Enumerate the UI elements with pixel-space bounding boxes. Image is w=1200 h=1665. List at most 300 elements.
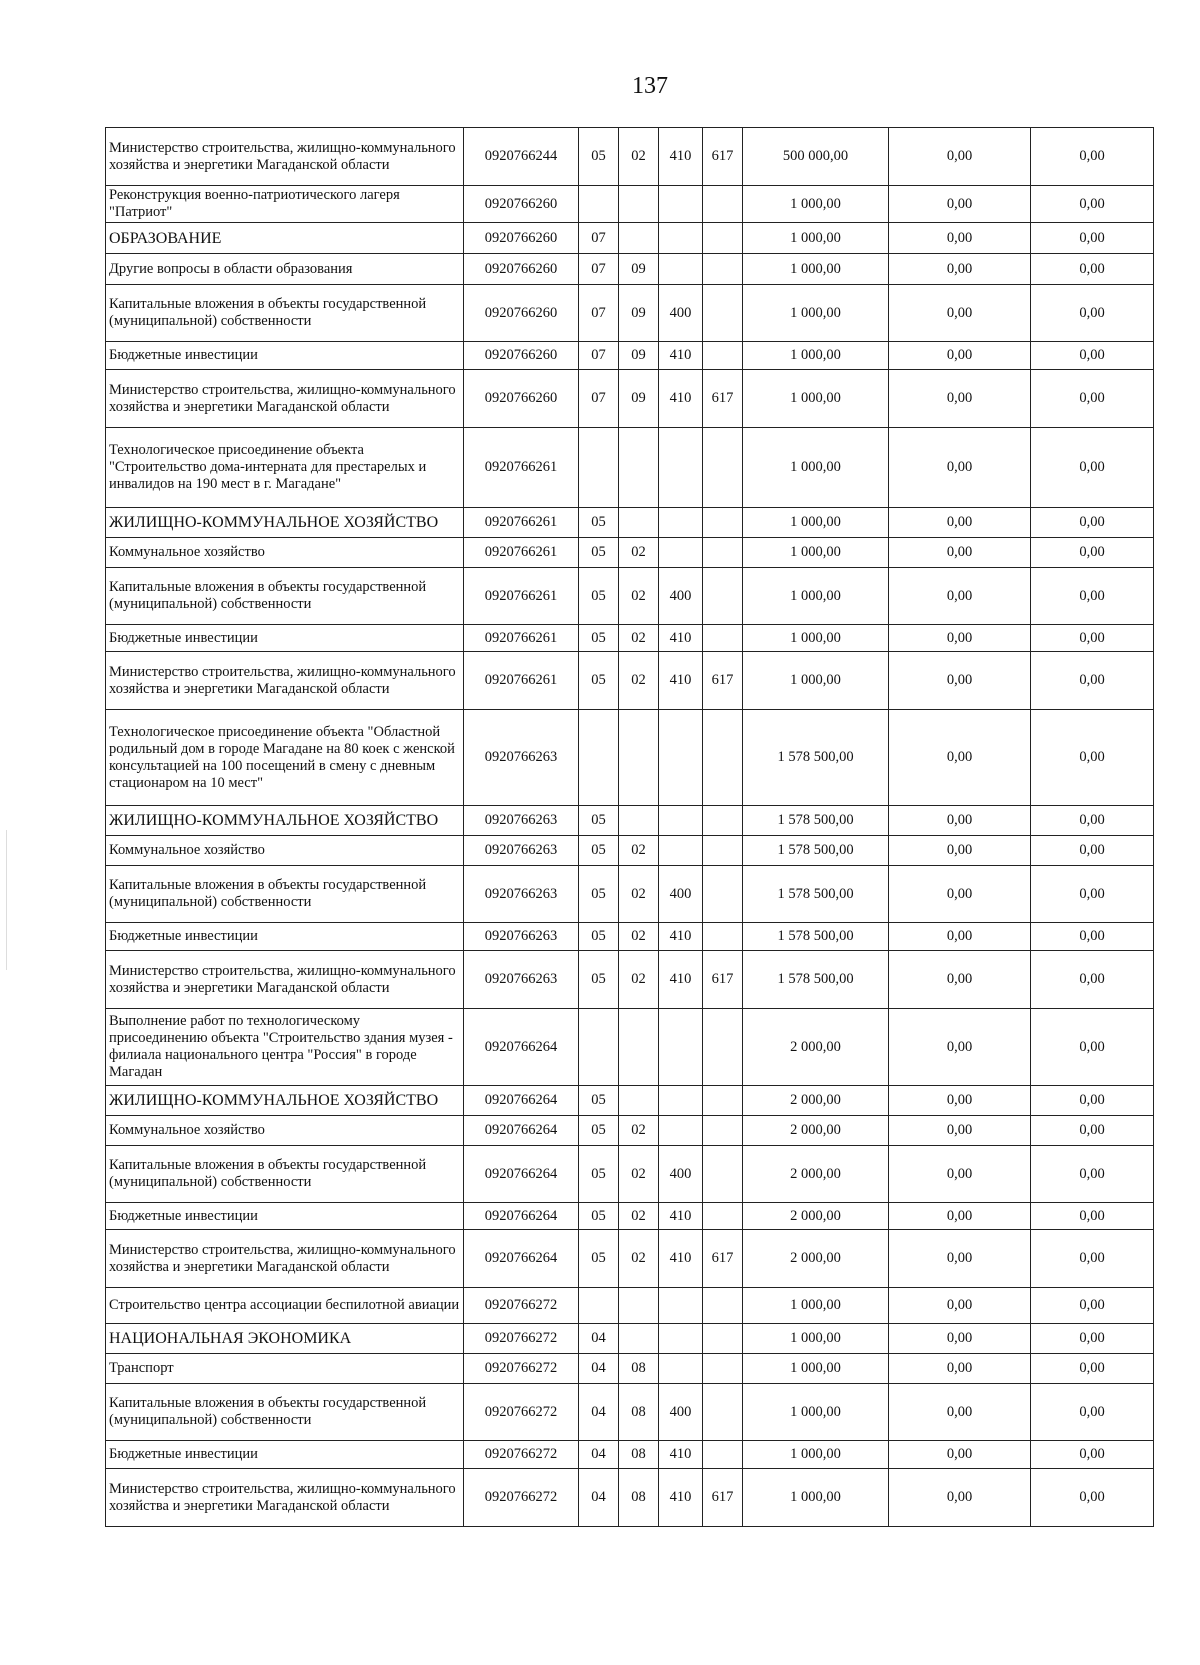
cell-amount-3: 0,00 [1031, 710, 1154, 806]
cell-name: Министерство строительства, жилищно-коммунального хозяйства и энергетики Магаданской области [106, 652, 464, 710]
cell-name: Бюджетные инвестиции [106, 1441, 464, 1469]
cell-amount-3: 0,00 [1031, 625, 1154, 652]
cell-section: 04 [579, 1469, 619, 1527]
cell-amount-2: 0,00 [889, 285, 1031, 342]
cell-target-code: 0920766272 [464, 1324, 579, 1354]
cell-subsection: 02 [619, 866, 659, 923]
cell-administrator [703, 428, 743, 508]
cell-amount-2: 0,00 [889, 370, 1031, 428]
cell-target-code: 0920766260 [464, 342, 579, 370]
cell-amount-1: 2 000,00 [743, 1146, 889, 1203]
cell-subsection: 08 [619, 1469, 659, 1527]
cell-amount-2: 0,00 [889, 1324, 1031, 1354]
cell-subsection: 02 [619, 652, 659, 710]
cell-target-code: 0920766261 [464, 428, 579, 508]
cell-amount-3: 0,00 [1031, 128, 1154, 186]
cell-expense-type: 410 [659, 342, 703, 370]
cell-administrator [703, 1441, 743, 1469]
cell-amount-1: 1 000,00 [743, 1324, 889, 1354]
cell-administrator: 617 [703, 128, 743, 186]
cell-amount-3: 0,00 [1031, 1384, 1154, 1441]
cell-subsection: 02 [619, 625, 659, 652]
cell-section: 07 [579, 254, 619, 285]
table-row [106, 1469, 1154, 1527]
cell-amount-1: 1 000,00 [743, 285, 889, 342]
cell-amount-1: 1 578 500,00 [743, 806, 889, 836]
cell-section [579, 1288, 619, 1324]
cell-amount-3: 0,00 [1031, 923, 1154, 951]
cell-name: Бюджетные инвестиции [106, 1203, 464, 1230]
cell-subsection: 09 [619, 254, 659, 285]
cell-section: 05 [579, 538, 619, 568]
cell-subsection: 02 [619, 836, 659, 866]
cell-subsection [619, 1086, 659, 1116]
table-row [106, 652, 1154, 710]
cell-amount-1: 2 000,00 [743, 1116, 889, 1146]
cell-name: ЖИЛИЩНО-КОММУНАЛЬНОЕ ХОЗЯЙСТВО [106, 508, 464, 538]
cell-target-code: 0920766264 [464, 1086, 579, 1116]
cell-amount-3: 0,00 [1031, 1203, 1154, 1230]
table-row [106, 428, 1154, 508]
cell-amount-2: 0,00 [889, 710, 1031, 806]
cell-amount-1: 1 000,00 [743, 1469, 889, 1527]
cell-subsection [619, 710, 659, 806]
cell-amount-2: 0,00 [889, 568, 1031, 625]
cell-target-code: 0920766261 [464, 625, 579, 652]
cell-administrator [703, 342, 743, 370]
cell-target-code: 0920766264 [464, 1009, 579, 1086]
cell-name: Министерство строительства, жилищно-коммунального хозяйства и энергетики Магаданской области [106, 128, 464, 186]
table-body [106, 128, 1154, 1527]
cell-administrator [703, 1354, 743, 1384]
cell-name: Бюджетные инвестиции [106, 923, 464, 951]
cell-section: 05 [579, 951, 619, 1009]
cell-administrator [703, 568, 743, 625]
cell-target-code: 0920766272 [464, 1384, 579, 1441]
cell-expense-type: 410 [659, 1203, 703, 1230]
table-row [106, 342, 1154, 370]
cell-expense-type [659, 538, 703, 568]
table-row [106, 1324, 1154, 1354]
budget-table [105, 127, 1154, 1527]
table-row [106, 625, 1154, 652]
cell-subsection: 02 [619, 1230, 659, 1288]
cell-amount-2: 0,00 [889, 342, 1031, 370]
cell-amount-3: 0,00 [1031, 1354, 1154, 1384]
cell-section: 07 [579, 223, 619, 254]
cell-subsection [619, 1288, 659, 1324]
cell-target-code: 0920766263 [464, 806, 579, 836]
cell-section: 07 [579, 342, 619, 370]
cell-section: 04 [579, 1354, 619, 1384]
cell-expense-type: 410 [659, 652, 703, 710]
table-row [106, 951, 1154, 1009]
cell-subsection: 08 [619, 1354, 659, 1384]
cell-expense-type: 410 [659, 923, 703, 951]
cell-amount-1: 1 000,00 [743, 625, 889, 652]
cell-administrator [703, 836, 743, 866]
cell-amount-1: 1 000,00 [743, 370, 889, 428]
cell-administrator [703, 1116, 743, 1146]
cell-section: 05 [579, 128, 619, 186]
cell-subsection [619, 428, 659, 508]
cell-expense-type: 410 [659, 1441, 703, 1469]
cell-subsection: 08 [619, 1441, 659, 1469]
cell-target-code: 0920766260 [464, 370, 579, 428]
cell-section: 05 [579, 508, 619, 538]
cell-expense-type [659, 186, 703, 223]
cell-administrator [703, 223, 743, 254]
cell-amount-1: 1 000,00 [743, 1354, 889, 1384]
cell-administrator: 617 [703, 1469, 743, 1527]
cell-name: Коммунальное хозяйство [106, 538, 464, 568]
cell-name: ОБРАЗОВАНИЕ [106, 223, 464, 254]
cell-target-code: 0920766264 [464, 1203, 579, 1230]
cell-expense-type [659, 254, 703, 285]
cell-section [579, 710, 619, 806]
cell-amount-1: 1 578 500,00 [743, 951, 889, 1009]
table-row [106, 370, 1154, 428]
cell-amount-2: 0,00 [889, 652, 1031, 710]
cell-section: 05 [579, 923, 619, 951]
cell-expense-type: 400 [659, 1384, 703, 1441]
cell-administrator [703, 1384, 743, 1441]
cell-target-code: 0920766263 [464, 710, 579, 806]
cell-target-code: 0920766263 [464, 951, 579, 1009]
cell-administrator [703, 254, 743, 285]
table-row [106, 806, 1154, 836]
cell-expense-type: 400 [659, 568, 703, 625]
cell-expense-type: 410 [659, 625, 703, 652]
cell-expense-type: 410 [659, 1230, 703, 1288]
cell-expense-type [659, 836, 703, 866]
page-number: 137 [632, 73, 668, 99]
cell-target-code: 0920766272 [464, 1354, 579, 1384]
cell-section: 04 [579, 1384, 619, 1441]
cell-subsection: 02 [619, 1116, 659, 1146]
cell-amount-3: 0,00 [1031, 652, 1154, 710]
cell-amount-3: 0,00 [1031, 285, 1154, 342]
cell-section: 05 [579, 1146, 619, 1203]
cell-section: 05 [579, 652, 619, 710]
table-row [106, 285, 1154, 342]
table-row [106, 128, 1154, 186]
cell-expense-type: 410 [659, 128, 703, 186]
cell-amount-3: 0,00 [1031, 538, 1154, 568]
cell-subsection: 02 [619, 923, 659, 951]
cell-name: Министерство строительства, жилищно-коммунального хозяйства и энергетики Магаданской области [106, 951, 464, 1009]
cell-name: Другие вопросы в области образования [106, 254, 464, 285]
cell-amount-3: 0,00 [1031, 342, 1154, 370]
cell-administrator [703, 508, 743, 538]
cell-administrator: 617 [703, 1230, 743, 1288]
cell-section: 07 [579, 285, 619, 342]
table-row [106, 1086, 1154, 1116]
cell-amount-2: 0,00 [889, 1469, 1031, 1527]
cell-amount-1: 1 000,00 [743, 538, 889, 568]
cell-name: Выполнение работ по технологическому присоединению объекта "Строительство здания музея - филиала национального центра "Россия" в городе Магадан [106, 1009, 464, 1086]
cell-amount-2: 0,00 [889, 1230, 1031, 1288]
cell-subsection: 02 [619, 128, 659, 186]
cell-expense-type: 400 [659, 1146, 703, 1203]
cell-expense-type [659, 223, 703, 254]
scan-margin-mark [6, 830, 7, 970]
cell-amount-1: 1 000,00 [743, 1441, 889, 1469]
cell-amount-2: 0,00 [889, 1009, 1031, 1086]
cell-administrator: 617 [703, 951, 743, 1009]
cell-amount-2: 0,00 [889, 508, 1031, 538]
cell-section: 04 [579, 1441, 619, 1469]
table-row [106, 1203, 1154, 1230]
cell-amount-3: 0,00 [1031, 508, 1154, 538]
cell-amount-3: 0,00 [1031, 254, 1154, 285]
cell-target-code: 0920766261 [464, 508, 579, 538]
cell-amount-3: 0,00 [1031, 1086, 1154, 1116]
table-row [106, 508, 1154, 538]
cell-administrator: 617 [703, 370, 743, 428]
cell-amount-1: 2 000,00 [743, 1203, 889, 1230]
cell-amount-2: 0,00 [889, 223, 1031, 254]
cell-amount-1: 1 578 500,00 [743, 866, 889, 923]
table-row [106, 223, 1154, 254]
cell-amount-3: 0,00 [1031, 1116, 1154, 1146]
cell-target-code: 0920766244 [464, 128, 579, 186]
cell-subsection [619, 1009, 659, 1086]
cell-target-code: 0920766261 [464, 538, 579, 568]
cell-amount-1: 1 000,00 [743, 254, 889, 285]
cell-amount-3: 0,00 [1031, 1469, 1154, 1527]
cell-amount-2: 0,00 [889, 1116, 1031, 1146]
table-row [106, 186, 1154, 223]
cell-amount-2: 0,00 [889, 254, 1031, 285]
cell-amount-1: 1 000,00 [743, 186, 889, 223]
cell-name: Реконструкция военно-патриотического лагеря "Патриот" [106, 186, 464, 223]
cell-amount-2: 0,00 [889, 1146, 1031, 1203]
cell-amount-1: 1 000,00 [743, 223, 889, 254]
cell-amount-2: 0,00 [889, 128, 1031, 186]
cell-administrator [703, 866, 743, 923]
cell-expense-type: 410 [659, 370, 703, 428]
cell-section: 05 [579, 568, 619, 625]
cell-target-code: 0920766264 [464, 1146, 579, 1203]
cell-amount-3: 0,00 [1031, 568, 1154, 625]
table-row [106, 923, 1154, 951]
cell-amount-1: 1 000,00 [743, 508, 889, 538]
cell-amount-2: 0,00 [889, 1354, 1031, 1384]
cell-amount-2: 0,00 [889, 1384, 1031, 1441]
cell-name: Коммунальное хозяйство [106, 1116, 464, 1146]
cell-name: Бюджетные инвестиции [106, 342, 464, 370]
cell-section: 05 [579, 1203, 619, 1230]
cell-target-code: 0920766260 [464, 223, 579, 254]
cell-amount-1: 1 578 500,00 [743, 710, 889, 806]
cell-amount-1: 2 000,00 [743, 1230, 889, 1288]
cell-expense-type: 400 [659, 285, 703, 342]
cell-administrator [703, 1009, 743, 1086]
cell-amount-2: 0,00 [889, 538, 1031, 568]
cell-name: Капитальные вложения в объекты государственной (муниципальной) собственности [106, 866, 464, 923]
cell-section: 05 [579, 625, 619, 652]
cell-amount-1: 1 000,00 [743, 1384, 889, 1441]
cell-subsection: 09 [619, 370, 659, 428]
table-row [106, 1354, 1154, 1384]
cell-expense-type [659, 1288, 703, 1324]
cell-amount-3: 0,00 [1031, 1146, 1154, 1203]
cell-administrator: 617 [703, 652, 743, 710]
cell-target-code: 0920766261 [464, 568, 579, 625]
table-row [106, 836, 1154, 866]
cell-subsection: 02 [619, 538, 659, 568]
cell-amount-3: 0,00 [1031, 866, 1154, 923]
cell-name: Технологическое присоединение объекта "Строительство дома-интерната для престарелых и инвалидов на 190 мест в г. Магадане" [106, 428, 464, 508]
cell-section: 05 [579, 1116, 619, 1146]
cell-expense-type [659, 1324, 703, 1354]
cell-name: Капитальные вложения в объекты государственной (муниципальной) собственности [106, 1146, 464, 1203]
cell-subsection: 02 [619, 951, 659, 1009]
cell-name: ЖИЛИЩНО-КОММУНАЛЬНОЕ ХОЗЯЙСТВО [106, 1086, 464, 1116]
cell-name: Капитальные вложения в объекты государственной (муниципальной) собственности [106, 568, 464, 625]
cell-amount-2: 0,00 [889, 1086, 1031, 1116]
cell-target-code: 0920766263 [464, 836, 579, 866]
cell-amount-1: 1 000,00 [743, 342, 889, 370]
table-row [106, 538, 1154, 568]
cell-amount-2: 0,00 [889, 625, 1031, 652]
cell-expense-type [659, 428, 703, 508]
cell-amount-2: 0,00 [889, 186, 1031, 223]
cell-target-code: 0920766260 [464, 254, 579, 285]
cell-amount-3: 0,00 [1031, 370, 1154, 428]
cell-name: ЖИЛИЩНО-КОММУНАЛЬНОЕ ХОЗЯЙСТВО [106, 806, 464, 836]
cell-amount-1: 500 000,00 [743, 128, 889, 186]
cell-section: 04 [579, 1324, 619, 1354]
cell-name: Технологическое присоединение объекта "Областной родильный дом в городе Магадане на 80 коек с женской консультацией на 100 посещений в смену с дневным стационаром на 10 мест" [106, 710, 464, 806]
cell-name: Транспорт [106, 1354, 464, 1384]
cell-administrator [703, 285, 743, 342]
cell-subsection: 02 [619, 1146, 659, 1203]
cell-name: Строительство центра ассоциации беспилотной авиации [106, 1288, 464, 1324]
cell-expense-type [659, 1354, 703, 1384]
cell-name: НАЦИОНАЛЬНАЯ ЭКОНОМИКА [106, 1324, 464, 1354]
table-row [106, 1116, 1154, 1146]
cell-amount-3: 0,00 [1031, 1288, 1154, 1324]
cell-amount-3: 0,00 [1031, 428, 1154, 508]
cell-subsection: 08 [619, 1384, 659, 1441]
cell-amount-2: 0,00 [889, 1441, 1031, 1469]
cell-section: 05 [579, 836, 619, 866]
cell-subsection: 09 [619, 342, 659, 370]
table-row [106, 1146, 1154, 1203]
cell-administrator [703, 625, 743, 652]
cell-section [579, 428, 619, 508]
cell-administrator [703, 710, 743, 806]
table-row [106, 866, 1154, 923]
cell-administrator [703, 1288, 743, 1324]
cell-administrator [703, 1324, 743, 1354]
cell-subsection: 02 [619, 1203, 659, 1230]
cell-amount-3: 0,00 [1031, 1324, 1154, 1354]
cell-amount-3: 0,00 [1031, 1230, 1154, 1288]
table-row [106, 1288, 1154, 1324]
cell-expense-type: 400 [659, 866, 703, 923]
cell-amount-2: 0,00 [889, 428, 1031, 508]
cell-expense-type: 410 [659, 1469, 703, 1527]
cell-amount-3: 0,00 [1031, 223, 1154, 254]
cell-amount-1: 1 000,00 [743, 1288, 889, 1324]
cell-amount-2: 0,00 [889, 951, 1031, 1009]
cell-amount-2: 0,00 [889, 866, 1031, 923]
table-row [106, 254, 1154, 285]
table-row [106, 1441, 1154, 1469]
cell-section: 05 [579, 866, 619, 923]
cell-amount-1: 2 000,00 [743, 1009, 889, 1086]
cell-section [579, 186, 619, 223]
cell-amount-2: 0,00 [889, 1288, 1031, 1324]
cell-expense-type [659, 1116, 703, 1146]
cell-expense-type [659, 806, 703, 836]
cell-administrator [703, 186, 743, 223]
cell-amount-2: 0,00 [889, 836, 1031, 866]
cell-amount-3: 0,00 [1031, 836, 1154, 866]
cell-name: Министерство строительства, жилищно-коммунального хозяйства и энергетики Магаданской области [106, 370, 464, 428]
cell-subsection [619, 186, 659, 223]
cell-target-code: 0920766272 [464, 1469, 579, 1527]
cell-administrator [703, 1146, 743, 1203]
cell-amount-3: 0,00 [1031, 806, 1154, 836]
table-row [106, 1384, 1154, 1441]
table-row [106, 710, 1154, 806]
cell-name: Министерство строительства, жилищно-коммунального хозяйства и энергетики Магаданской области [106, 1469, 464, 1527]
cell-expense-type [659, 1086, 703, 1116]
cell-subsection: 09 [619, 285, 659, 342]
cell-amount-3: 0,00 [1031, 1441, 1154, 1469]
cell-amount-2: 0,00 [889, 1203, 1031, 1230]
cell-amount-3: 0,00 [1031, 1009, 1154, 1086]
cell-name: Капитальные вложения в объекты государственной (муниципальной) собственности [106, 285, 464, 342]
cell-section: 05 [579, 1086, 619, 1116]
cell-name: Министерство строительства, жилищно-коммунального хозяйства и энергетики Магаданской области [106, 1230, 464, 1288]
cell-section [579, 1009, 619, 1086]
cell-amount-2: 0,00 [889, 806, 1031, 836]
cell-subsection [619, 223, 659, 254]
cell-administrator [703, 806, 743, 836]
table-row [106, 1009, 1154, 1086]
cell-target-code: 0920766263 [464, 866, 579, 923]
cell-amount-1: 1 578 500,00 [743, 836, 889, 866]
cell-subsection [619, 1324, 659, 1354]
cell-target-code: 0920766261 [464, 652, 579, 710]
cell-section: 05 [579, 1230, 619, 1288]
cell-amount-3: 0,00 [1031, 186, 1154, 223]
cell-target-code: 0920766260 [464, 186, 579, 223]
cell-expense-type [659, 508, 703, 538]
cell-administrator [703, 923, 743, 951]
cell-amount-1: 1 000,00 [743, 568, 889, 625]
table-row [106, 568, 1154, 625]
cell-subsection: 02 [619, 568, 659, 625]
table-row [106, 1230, 1154, 1288]
cell-subsection [619, 806, 659, 836]
cell-target-code: 0920766272 [464, 1288, 579, 1324]
cell-section: 05 [579, 806, 619, 836]
cell-amount-1: 1 578 500,00 [743, 923, 889, 951]
cell-expense-type [659, 1009, 703, 1086]
cell-administrator [703, 1203, 743, 1230]
cell-subsection [619, 508, 659, 538]
cell-expense-type [659, 710, 703, 806]
cell-administrator [703, 1086, 743, 1116]
cell-amount-3: 0,00 [1031, 951, 1154, 1009]
cell-section: 07 [579, 370, 619, 428]
